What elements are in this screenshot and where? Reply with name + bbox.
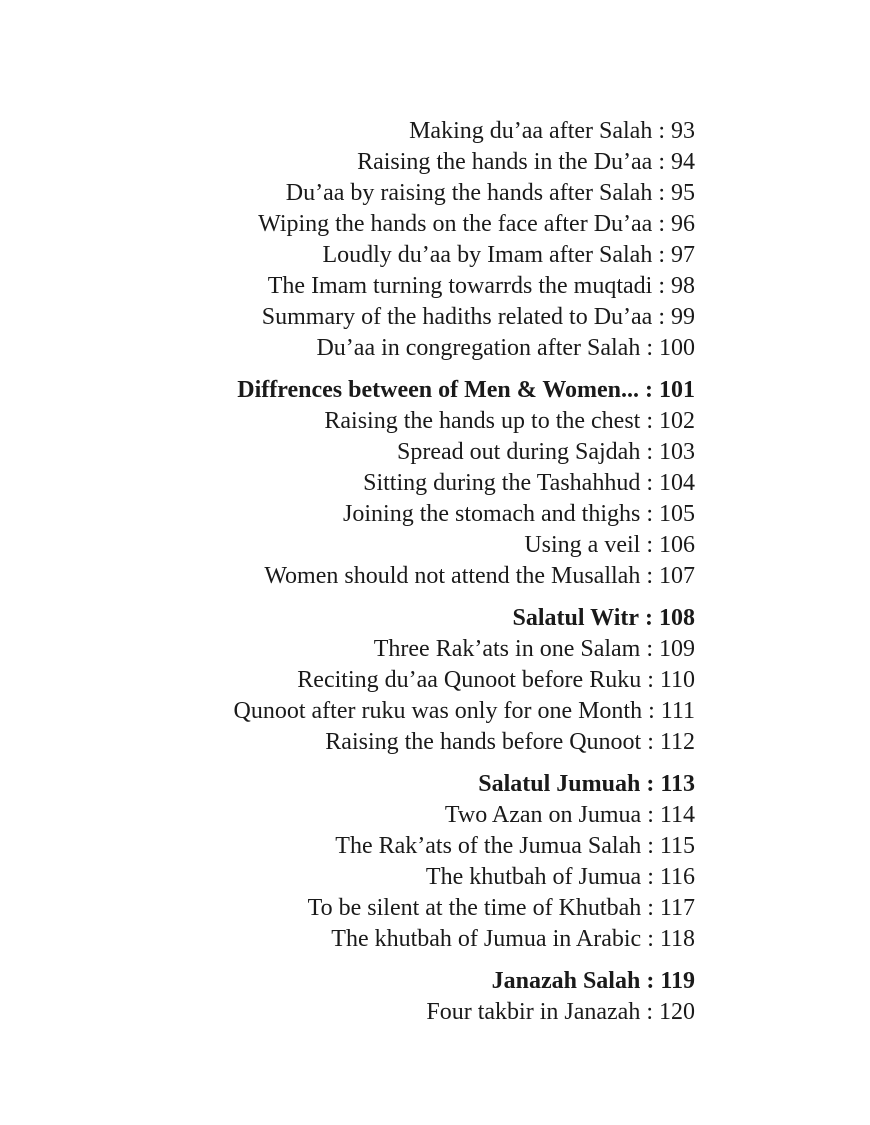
toc-entry	[135, 116, 695, 147]
toc-entry-page: 105	[659, 501, 695, 527]
toc-entry-page: 95	[671, 180, 695, 206]
toc-separator: :	[647, 864, 654, 890]
toc-entry-title: Raising the hands in the Du’aa	[357, 149, 653, 175]
toc-entry	[135, 240, 695, 271]
toc-separator: :	[646, 501, 653, 527]
toc-entry-title: Three Rak’ats in one Salam	[373, 636, 641, 662]
toc-separator: :	[658, 149, 665, 175]
toc-entry	[135, 862, 695, 893]
toc-entry-page: 106	[659, 532, 695, 558]
toc-separator: :	[645, 605, 653, 631]
toc-separator: :	[647, 926, 654, 952]
toc-entry	[135, 831, 695, 862]
toc-separator: :	[658, 304, 665, 330]
toc-entry-title: Making du’aa after Salah	[409, 118, 653, 144]
toc-entry-page: 94	[671, 149, 695, 175]
toc-entry-title: Raising the hands up to the chest	[324, 408, 641, 434]
toc-entry-page: 107	[659, 563, 695, 589]
toc-entry-page: 110	[659, 667, 695, 693]
toc-entry-title: Summary of the hadiths related to Du’aa	[261, 304, 653, 330]
toc-section-heading	[135, 966, 695, 997]
toc-entry-page: 111	[660, 698, 695, 724]
toc-heading-title: Salatul Witr	[512, 605, 639, 631]
toc-separator: :	[646, 335, 653, 361]
table-of-contents	[135, 116, 695, 1028]
toc-entry-title: Joining the stomach and thighs	[343, 501, 641, 527]
toc-entry-title: Sitting during the Tashahhud	[363, 470, 641, 496]
toc-separator: :	[646, 532, 653, 558]
toc-separator: :	[647, 895, 654, 921]
toc-entry-page: 96	[671, 211, 695, 237]
toc-entry-title: Spread out during Sajdah	[397, 439, 641, 465]
toc-entry-page: 120	[659, 999, 695, 1025]
toc-entry-title: Four takbir in Janazah	[426, 999, 641, 1025]
toc-entry-page: 93	[671, 118, 695, 144]
toc-entry	[135, 530, 695, 561]
toc-separator: :	[658, 180, 665, 206]
toc-entry-title: The Imam turning towarrds the muqtadi	[267, 273, 653, 299]
toc-entry	[135, 634, 695, 665]
toc-entry-page: 112	[659, 729, 695, 755]
toc-entry	[135, 178, 695, 209]
toc-entry	[135, 209, 695, 240]
toc-section-heading	[135, 769, 695, 800]
toc-entry	[135, 665, 695, 696]
toc-separator: :	[647, 729, 654, 755]
toc-entry-title: The Rak’ats of the Jumua Salah	[335, 833, 642, 859]
toc-entry-title: Du’aa in congregation after Salah	[316, 335, 641, 361]
toc-entry-title: Qunoot after ruku was only for one Month	[233, 698, 643, 724]
toc-separator: :	[646, 771, 655, 797]
toc-entry-title: Loudly du’aa by Imam after Salah	[322, 242, 653, 268]
toc-entry	[135, 997, 695, 1028]
toc-heading-page: 108	[659, 605, 695, 631]
toc-separator: :	[646, 439, 653, 465]
toc-separator: :	[645, 377, 653, 403]
toc-entry-page: 104	[659, 470, 695, 496]
toc-separator: :	[658, 242, 665, 268]
toc-separator: :	[648, 698, 655, 724]
toc-entry	[135, 727, 695, 758]
toc-section-heading	[135, 603, 695, 634]
toc-separator: :	[658, 118, 665, 144]
toc-separator: :	[646, 563, 653, 589]
toc-separator: :	[646, 968, 655, 994]
toc-entry	[135, 893, 695, 924]
toc-entry	[135, 468, 695, 499]
toc-entry	[135, 800, 695, 831]
toc-entry	[135, 271, 695, 302]
toc-entry-page: 115	[659, 833, 695, 859]
toc-entry	[135, 437, 695, 468]
toc-entry-title: Raising the hands before Qunoot	[325, 729, 642, 755]
toc-heading-page: 119	[660, 968, 695, 994]
toc-entry	[135, 696, 695, 727]
toc-entry-page: 102	[659, 408, 695, 434]
toc-separator: :	[646, 636, 653, 662]
toc-entry	[135, 333, 695, 364]
toc-entry	[135, 561, 695, 592]
toc-separator: :	[646, 999, 653, 1025]
toc-entry-page: 117	[659, 895, 695, 921]
toc-entry	[135, 302, 695, 333]
toc-entry-title: To be silent at the time of Khutbah	[307, 895, 642, 921]
toc-separator: :	[647, 802, 654, 828]
toc-entry	[135, 924, 695, 955]
toc-separator: :	[647, 833, 654, 859]
toc-entry-title: Du’aa by raising the hands after Salah	[285, 180, 653, 206]
toc-heading-title: Janazah Salah	[491, 968, 641, 994]
toc-entry-page: 118	[659, 926, 695, 952]
toc-entry-title: Wiping the hands on the face after Du’aa	[258, 211, 653, 237]
toc-entry	[135, 499, 695, 530]
toc-entry-page: 109	[659, 636, 695, 662]
toc-separator: :	[647, 667, 654, 693]
toc-heading-page: 101	[659, 377, 695, 403]
toc-heading-title: Salatul Jumuah	[478, 771, 641, 797]
toc-entry-page: 114	[659, 802, 695, 828]
toc-entry-title: The khutbah of Jumua	[425, 864, 642, 890]
toc-entry-page: 97	[671, 242, 695, 268]
toc-separator: :	[658, 273, 665, 299]
toc-heading-title: Diffrences between of Men & Women...	[237, 377, 639, 403]
toc-entry	[135, 406, 695, 437]
toc-entry-page: 103	[659, 439, 695, 465]
toc-entry-page: 100	[659, 335, 695, 361]
toc-entry-title: The khutbah of Jumua in Arabic	[331, 926, 642, 952]
toc-separator: :	[646, 470, 653, 496]
toc-entry-title: Two Azan on Jumua	[444, 802, 642, 828]
toc-entry-title: Women should not attend the Musallah	[264, 563, 641, 589]
toc-entry-title: Using a veil	[524, 532, 641, 558]
toc-entry-page: 99	[671, 304, 695, 330]
toc-entry	[135, 147, 695, 178]
toc-entry-title: Reciting du’aa Qunoot before Ruku	[297, 667, 642, 693]
toc-heading-page: 113	[660, 771, 695, 797]
toc-separator: :	[658, 211, 665, 237]
toc-section-heading	[135, 375, 695, 406]
toc-separator: :	[646, 408, 653, 434]
toc-entry-page: 116	[659, 864, 695, 890]
toc-entry-page: 98	[671, 273, 695, 299]
